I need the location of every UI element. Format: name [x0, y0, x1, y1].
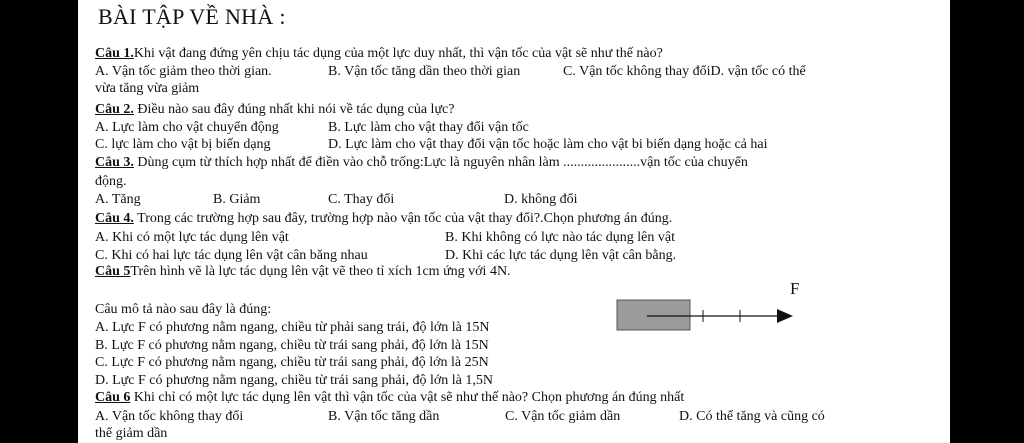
question-5-option-b: B. Lực F có phương nằm ngang, chiều từ trái sang phải, độ lớn là 15N	[95, 338, 489, 353]
question-2-option-a: A. Lực làm cho vật chuyển động	[95, 120, 279, 135]
question-6-option-continuation: thể giảm dần	[95, 426, 168, 441]
worksheet-page	[78, 0, 950, 443]
question-1-label: Câu 1.	[95, 46, 134, 61]
question-4-text: Trong các trường hợp sau đây, trường hợp nào vận tốc của vật thay đổi?.Chọn phương án đúng.	[133, 211, 673, 226]
question-5-option-a: A. Lực F có phương nằm ngang, chiều từ phải sang trái, độ lớn là 15N	[95, 320, 490, 335]
question-4-option-a: A. Khi có một lực tác dụng lên vật	[95, 230, 289, 245]
question-2-label: Câu 2.	[95, 102, 134, 117]
question-3-option-b: B. Giảm	[213, 192, 261, 207]
force-label: F	[790, 279, 800, 298]
question-3-option-a: A. Tăng	[95, 192, 141, 207]
question-4-option-d: D. Khi các lực tác dụng lên vật cân bằng.	[445, 248, 677, 263]
question-6-option-b: B. Vận tốc tăng dần	[328, 409, 440, 424]
question-1-option-a: A. Vận tốc giảm theo thời gian.	[95, 64, 272, 79]
question-2-text: Điều nào sau đây đúng nhất khi nói về tác dụng của lực?	[133, 102, 455, 117]
question-2	[95, 102, 454, 117]
question-4	[95, 211, 672, 226]
question-1-option-continuation: vừa tăng vừa giảm	[95, 81, 200, 96]
question-2-option-b: B. Lực làm cho vật thay đổi vận tốc	[328, 120, 529, 135]
object-block	[617, 300, 690, 330]
question-4-label: Câu 4.	[95, 211, 134, 226]
question-3-text: Dùng cụm từ thích hợp nhất để điền vào chỗ trống:Lực là nguyên nhân làm ......................vận tốc của chuyển	[133, 155, 748, 170]
question-5	[95, 264, 511, 279]
question-6-option-a: A. Vận tốc không thay đổi	[95, 409, 244, 424]
question-3-label: Câu 3.	[95, 155, 134, 170]
question-6	[95, 390, 684, 405]
question-6-text: Khi chỉ có một lực tác dụng lên vật thì vận tốc của vật sẽ như thế nào? Chọn phương án đúng nhất	[130, 390, 685, 405]
question-5-label: Câu 5	[95, 264, 131, 279]
force-arrowhead	[777, 309, 793, 323]
question-3	[95, 155, 748, 170]
force-diagram	[613, 278, 813, 336]
question-6-option-c: C. Vận tốc giảm dần	[505, 409, 621, 424]
question-3-option-c: C. Thay đổi	[328, 192, 395, 207]
question-5-option-d: D. Lực F có phương nằm ngang, chiều từ trái sang phải, độ lớn là 1,5N	[95, 373, 493, 388]
question-1-text: Khi vật đang đứng yên chịu tác dụng của một lực duy nhất, thì vận tốc của vật sẽ như thế nào?	[133, 46, 663, 61]
question-1-option-cd: C. Vận tốc không thay đổiD. vận tốc có thể	[563, 64, 806, 79]
question-5-option-c: C. Lực F có phương nằm ngang, chiều từ trái sang phải, độ lớn là 25N	[95, 355, 489, 370]
question-3-option-d: D. không đổi	[504, 192, 578, 207]
question-4-option-c: C. Khi có hai lực tác dụng lên vật cân băng nhau	[95, 248, 368, 263]
question-1-option-b: B. Vận tốc tăng dần theo thời gian	[328, 64, 521, 79]
question-3-continuation: động.	[95, 174, 127, 189]
question-2-option-d: D. Lực làm cho vật thay đổi vận tốc hoặc làm cho vật bi biến dạng hoặc cả hai	[328, 137, 768, 152]
question-4-option-b: B. Khi không có lực nào tác dụng lên vật	[445, 230, 675, 245]
question-6-option-d: D. Có thể tăng và cũng có	[679, 409, 825, 424]
question-1	[95, 46, 663, 61]
page-title: BÀI TẬP VỀ NHÀ :	[98, 4, 286, 29]
question-5-prompt: Câu mô tả nào sau đây là đúng:	[95, 302, 272, 317]
question-5-text: Trên hình vẽ là lực tác dụng lên vật vẽ theo tỉ xích 1cm ứng với 4N.	[130, 264, 511, 279]
question-2-option-c: C. lực làm cho vật bị biến dạng	[95, 137, 271, 152]
question-6-label: Câu 6	[95, 390, 131, 405]
